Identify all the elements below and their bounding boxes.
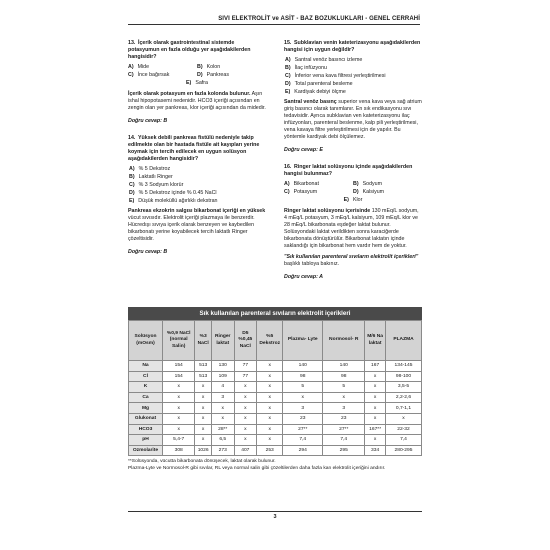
table-cell: x: [163, 392, 195, 403]
table-cell: 154: [163, 371, 195, 382]
table-cell: x: [163, 403, 195, 414]
question-16-explanation: Ringer laktat solüsyonu içerisinde 130 mEq/L sodyum, 4 mEq/L potasyum, 3 mEq/L kalsiyum, 109 mEq/L klor ve 28 mEq/L bikarbonata eşdeğer laktat bulunur. Solüsyondaki laktat verildikten sonra karaciğerde bikarbonata dönüştürülür. Bikarbonat laktatın içinde saklandığı için bikarbonat hem vardır hem de yoktur.: [284, 207, 419, 249]
table-cell: 294: [283, 445, 323, 456]
table-cell: x: [257, 424, 283, 435]
table-row-header: Glukonat: [129, 413, 163, 424]
question-15-stem: [284, 40, 422, 54]
table-cell: x: [257, 392, 283, 403]
table-row-header: Ca: [129, 392, 163, 403]
option-b: B) Sodyum: [353, 180, 383, 187]
question-13-answer: Doğru cevap: B: [128, 117, 168, 124]
table-row-header: Na: [129, 361, 163, 372]
question-14: [128, 135, 266, 256]
option-d: D) Total parenteral besleme: [285, 80, 353, 87]
table-cell: x: [195, 392, 212, 403]
question-16-stem: [284, 164, 422, 178]
question-15-explanation: Santral venöz basınç superior vena kava veya sağ atrium giriş basıncı olarak tanımlanır. En sık endikasyonu sıvı tedavisidir. Ayrıca subklavian ven kateterizasyonu ilaç infüzyonları, parenteral beslenme, kalp pili yerleştirilmesi, vena kavaya filtre yerleştirilmesi için de yapılır. Bu yöntemle kardiyak debi ölçülemez.: [284, 98, 422, 140]
table-cell: 23: [283, 413, 323, 424]
table-row: [129, 435, 422, 446]
table-note-2: Plazma-Lyte ve Normosol-R gibi sıvılar, RL veya normal salin gibi çözeltilerden daha fazla kan elektrolit içeriğini andırır.: [128, 465, 386, 471]
table-cell: x: [283, 392, 323, 403]
option-a: A) Bikarbonat: [284, 180, 319, 187]
option-b: B) İlaç infüzyonu: [285, 64, 327, 71]
question-15-text: Subklavian venin kateterizasyonu aşağıdakilerden hangisi için uygun değildir?: [284, 40, 421, 53]
table-cell: x: [234, 403, 257, 414]
table-cell: x: [257, 371, 283, 382]
table-cell: 5: [283, 382, 323, 393]
table-cell: 253: [257, 445, 283, 456]
left-column: [128, 40, 266, 266]
option-b: B) Laktatlı Ringer: [129, 173, 173, 180]
option-c: C) % 3 Sodyum klorür: [129, 181, 184, 188]
table-row: [129, 445, 422, 456]
table-cell: x: [211, 403, 234, 414]
table-cell: 4: [211, 382, 234, 393]
table-cell: 7,4: [386, 435, 422, 446]
table-cell: 1026: [195, 445, 212, 456]
table-row: [129, 403, 422, 414]
table-header-cell: %5 Dekstroz: [257, 321, 283, 361]
table-row-header: K: [129, 382, 163, 393]
table-header-cell: Solüsyon (mOsm): [129, 321, 163, 361]
table-cell: x: [365, 382, 386, 393]
table-note-1: **Solüsyonda, vücutta bikarbonata dönüşecek, laktat olarak bulunur.: [128, 459, 276, 465]
table-cell: x: [365, 392, 386, 403]
option-d: D) Pankreas: [197, 71, 229, 78]
table-cell: 167: [365, 361, 386, 372]
table-cell: 513: [195, 361, 212, 372]
table-cell: 5: [323, 382, 365, 393]
table-cell: x: [365, 403, 386, 414]
option-e: E) Safra: [186, 79, 208, 86]
question-16-options: [284, 181, 422, 196]
table-cell: 109: [211, 371, 234, 382]
table-cell: 6,5: [211, 435, 234, 446]
table-cell: 77: [234, 361, 257, 372]
table-cell: 22-32: [386, 424, 422, 435]
table-cell: x: [163, 424, 195, 435]
electrolyte-table-grid: [128, 320, 422, 456]
table-cell: 7,4: [283, 435, 323, 446]
question-16-number: 16.: [284, 163, 292, 170]
question-13-stem: [128, 40, 266, 61]
table-cell: x: [234, 413, 257, 424]
option-c: C) İnce bağırsak: [128, 71, 170, 78]
question-13-options: [128, 64, 266, 79]
table-cell: x: [163, 382, 195, 393]
table-row-header: HCO3: [129, 424, 163, 435]
table-cell: 140: [283, 361, 323, 372]
right-column: [284, 40, 422, 291]
option-a: A) % 5 Dekstroz: [129, 165, 171, 172]
table-header-cell: Plazma- Lyte: [283, 321, 323, 361]
table-cell: 280-295: [386, 445, 422, 456]
table-header-row: [129, 321, 422, 361]
table-cell: 513: [195, 371, 212, 382]
table-row-header: Mg: [129, 403, 163, 414]
option-e: E) Düşük moleküllü ağırlıklı dekstran: [129, 197, 218, 204]
table-cell: 273: [211, 445, 234, 456]
question-14-text: Yüksek debili pankreas fistülü nedeniyle takip edilmekte olan bir hastada fistüle ait kayıpları yerine koymak için tercih edilecek en uygun solüsyon aşağıdakilerden hangisidir?: [128, 134, 260, 162]
table-cell: x: [195, 435, 212, 446]
table-cell: x: [234, 392, 257, 403]
question-16-text: Ringer laktat solüsyonu içinde aşağıdakilerden hangisi bulunmaz?: [284, 163, 413, 177]
option-c: C) İnferior vena kava filtresi yerleştirilmesi: [285, 72, 386, 79]
question-13-text: İçerik olarak gastrointestinal sistemde potasyumun en fazla olduğu yer aşağıdakilerden hangisidir?: [128, 40, 251, 60]
table-row: [129, 392, 422, 403]
table-cell: 0,7-1,1: [386, 403, 422, 414]
table-header-cell: Ringer laktat: [211, 321, 234, 361]
table-cell: 7,4: [323, 435, 365, 446]
table-cell: 3,5-5: [386, 382, 422, 393]
question-13-number: 13.: [128, 40, 136, 46]
table-cell: 134-145: [386, 361, 422, 372]
table-cell: x: [195, 403, 212, 414]
question-13: [128, 40, 266, 125]
table-header-cell: PLAZMA: [386, 321, 422, 361]
question-14-number: 14.: [128, 134, 136, 141]
table-cell: 98-100: [386, 371, 422, 382]
question-13-explanation: İçerik olarak potasyum en fazla kolonda bulunur. Aşırı ishal hipopotasemi nedenidir. HCO3 içeriği açısından en zengin olan yer pankreas, klor içeriği açısından da midedir.: [128, 90, 266, 111]
table-cell: 167**: [365, 424, 386, 435]
table-cell: x: [257, 413, 283, 424]
table-cell: 77: [234, 371, 257, 382]
question-16-table-reference: "Sık kullanılan parenteral sıvıların elektrolit içerikleri" başlıklı tabloya bakınız.: [284, 253, 419, 267]
option-d: D) Kalsiyum: [353, 188, 385, 195]
table-row: [129, 371, 422, 382]
table-cell: 98: [283, 371, 323, 382]
option-c: C) Potasyum: [284, 188, 318, 195]
table-cell: 130: [211, 361, 234, 372]
option-b: B) Kolon: [197, 63, 221, 70]
table-cell: x: [211, 413, 234, 424]
table-cell: 3: [283, 403, 323, 414]
question-14-stem: [128, 135, 266, 163]
table-cell: x: [163, 413, 195, 424]
table-cell: 98: [323, 371, 365, 382]
table-cell: 334: [365, 445, 386, 456]
table-cell: 23: [323, 413, 365, 424]
electrolyte-table: [128, 307, 422, 472]
table-cell: 3: [323, 403, 365, 414]
table-cell: x: [195, 424, 212, 435]
table-cell: x: [195, 413, 212, 424]
question-15-answer: Doğru cevap: E: [284, 146, 323, 153]
question-15: [284, 40, 422, 154]
option-e: E) Klor: [343, 196, 363, 203]
question-14-explanation: Pankreas ekzokrin salgısı bikarbonat içeriği en yüksek vücut sıvısıdır. Elektrolit içeriği plazmaya ile benzerdir. Hücredışı sıvıya içerik olarak benzeyen ve kaybedilen bikarbonatı yerine koyabilecek tercih laktatlı Ringer çözeltisidir.: [128, 207, 266, 242]
question-14-options: [128, 166, 266, 205]
table-cell: 2,2-2,6: [386, 392, 422, 403]
table-cell: 27**: [323, 424, 365, 435]
table-row: [129, 424, 422, 435]
table-header-cell: %3 NaCl: [195, 321, 212, 361]
option-e: E) Kardiyak debiyi ölçme: [285, 88, 346, 95]
table-cell: 27**: [283, 424, 323, 435]
table-cell: x: [365, 435, 386, 446]
table-cell: x: [234, 382, 257, 393]
page-number: 3: [128, 511, 422, 520]
question-14-answer: Doğru cevap: B: [128, 248, 168, 255]
running-header: SIVI ELEKTROLİT ve ASİT - BAZ BOZUKLUKLARI - GENEL CERRAHİ: [128, 16, 420, 25]
table-header-cell: Normosol- R: [323, 321, 365, 361]
table-cell: 295: [323, 445, 365, 456]
table-title: Sık kullanılan parenteral sıvıların elektrolit içerikleri: [128, 307, 422, 320]
table-cell: x: [365, 371, 386, 382]
question-16: [284, 164, 422, 281]
table-row: [129, 382, 422, 393]
table-cell: x: [257, 435, 283, 446]
table-row: [129, 413, 422, 424]
table-header-cell: D5 %0,45 NaCl: [234, 321, 257, 361]
table-notes: [128, 459, 422, 472]
table-cell: 5,4-7: [163, 435, 195, 446]
table-cell: 407: [234, 445, 257, 456]
table-cell: 140: [323, 361, 365, 372]
table-cell: x: [234, 435, 257, 446]
table-cell: 308: [163, 445, 195, 456]
table-header-cell: M/6 Na laktat: [365, 321, 386, 361]
table-cell: x: [234, 424, 257, 435]
table-row-header: Ozmolarite: [129, 445, 163, 456]
option-a: A) Santral venöz basıncı izleme: [285, 56, 363, 63]
table-row-header: Cl: [129, 371, 163, 382]
table-cell: x: [257, 361, 283, 372]
table-cell: 3: [211, 392, 234, 403]
question-16-answer: Doğru cevap: A: [284, 273, 323, 280]
table-cell: x: [257, 382, 283, 393]
table-header-cell: %0,9 NaCl (normal Salin): [163, 321, 195, 361]
table-cell: x: [195, 382, 212, 393]
table-cell: 154: [163, 361, 195, 372]
option-d: D) % 5 Dekstroz içinde % 0.45 NaCl: [129, 189, 217, 196]
table-cell: x: [386, 413, 422, 424]
table-cell: x: [365, 413, 386, 424]
table-row-header: pH: [129, 435, 163, 446]
question-15-options: [284, 57, 422, 96]
table-cell: 28**: [211, 424, 234, 435]
option-a: A) Mide: [128, 63, 150, 70]
table-cell: x: [323, 392, 365, 403]
table-row: [129, 361, 422, 372]
table-cell: x: [257, 403, 283, 414]
question-15-number: 15.: [284, 40, 292, 46]
